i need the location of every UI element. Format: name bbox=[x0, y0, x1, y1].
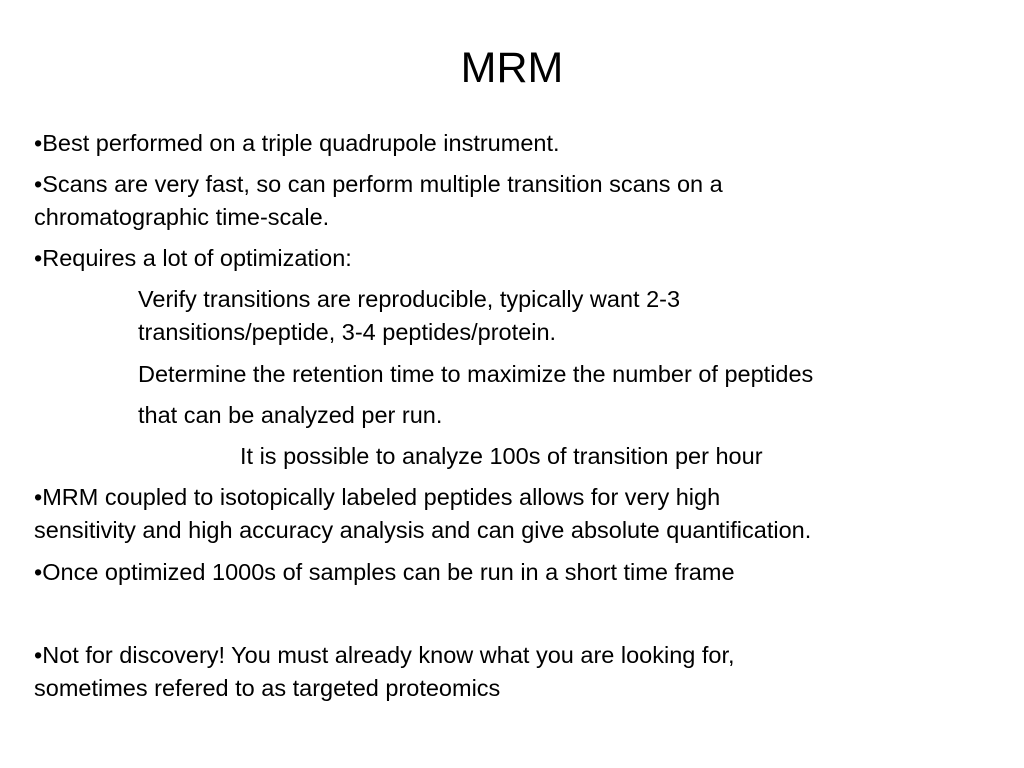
bullet-scans-fast-line-2: chromatographic time-scale. bbox=[34, 204, 330, 230]
bullet-optimization: •Requires a lot of optimization: bbox=[34, 245, 352, 271]
sub-verify-transitions-line-1: Verify transitions are reproducible, typically want 2-3 bbox=[138, 286, 681, 312]
bullet-isotopic-labeling-line-1: •MRM coupled to isotopically labeled peptides allows for very high bbox=[34, 484, 721, 510]
sub-retention-time-line-1: Determine the retention time to maximize the number of peptides bbox=[138, 361, 814, 387]
bullet-scans-fast-line-1: •Scans are very fast, so can perform multiple transition scans on a bbox=[34, 171, 723, 197]
slide-title: MRM bbox=[460, 44, 564, 92]
bullet-not-for-discovery-line-1: •Not for discovery! You must already know what you are looking for, bbox=[34, 642, 735, 668]
bullet-not-for-discovery-line-2: sometimes refered to as targeted proteomics bbox=[34, 675, 501, 701]
bullet-1000s-samples: •Once optimized 1000s of samples can be run in a short time frame bbox=[34, 559, 735, 585]
bullet-triple-quadrupole: •Best performed on a triple quadrupole instrument. bbox=[34, 130, 560, 156]
sub-verify-transitions-line-2: transitions/peptide, 3-4 peptides/protein. bbox=[138, 319, 557, 345]
sub-retention-time-line-2: that can be analyzed per run. bbox=[138, 402, 443, 428]
sub-sub-100s-transitions: It is possible to analyze 100s of transition per hour bbox=[240, 443, 763, 469]
bullet-isotopic-labeling-line-2: sensitivity and high accuracy analysis and can give absolute quantification. bbox=[34, 517, 812, 543]
